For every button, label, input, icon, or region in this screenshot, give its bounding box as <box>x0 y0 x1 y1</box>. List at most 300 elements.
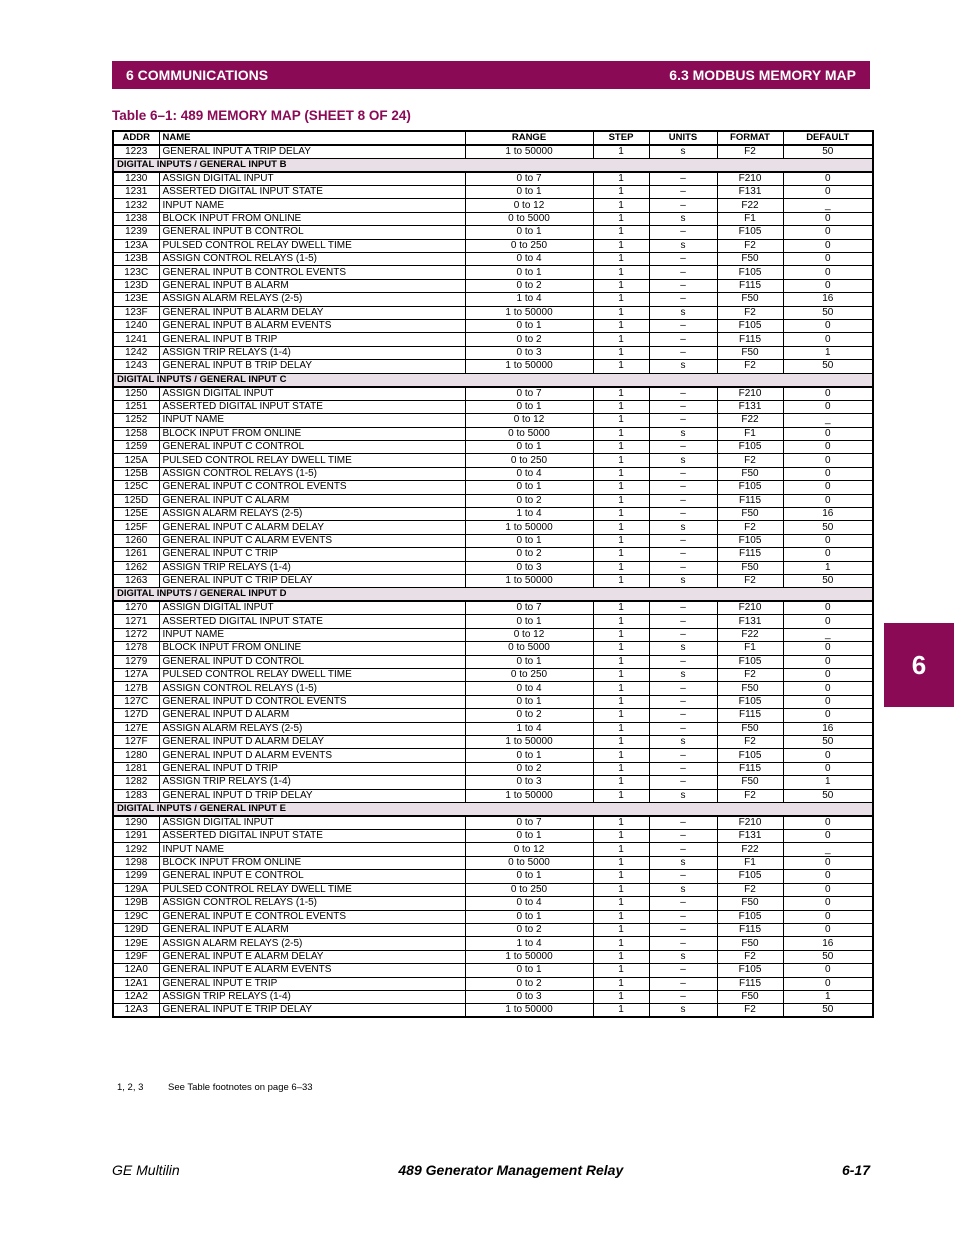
cell-default: 0 <box>783 910 873 923</box>
table-row <box>113 320 873 333</box>
cell-range: 1 to 4 <box>465 937 593 950</box>
cell-range: 0 to 1 <box>465 320 593 333</box>
cell-units: – <box>649 266 717 279</box>
cell-format: F115 <box>717 709 783 722</box>
cell-range: 1 to 50000 <box>465 574 593 587</box>
col-header-step: STEP <box>593 131 649 145</box>
cell-step: 1 <box>593 320 649 333</box>
table-row <box>113 762 873 775</box>
cell-units: s <box>649 427 717 440</box>
cell-step: 1 <box>593 655 649 668</box>
cell-format: F105 <box>717 655 783 668</box>
cell-name: GENERAL INPUT D TRIP DELAY <box>159 789 465 802</box>
cell-format: F2 <box>717 306 783 319</box>
cell-step: 1 <box>593 467 649 480</box>
cell-default: 1 <box>783 990 873 1003</box>
cell-step: 1 <box>593 923 649 936</box>
cell-name: GENERAL INPUT D ALARM DELAY <box>159 736 465 749</box>
cell-range: 0 to 1 <box>465 615 593 628</box>
cell-addr: 1232 <box>113 199 159 212</box>
footnote-text: See Table footnotes on page 6–33 <box>168 1082 313 1093</box>
cell-name: GENERAL INPUT B TRIP DELAY <box>159 360 465 373</box>
cell-step: 1 <box>593 521 649 534</box>
cell-units: – <box>649 937 717 950</box>
cell-format: F50 <box>717 990 783 1003</box>
cell-default: 0 <box>783 253 873 266</box>
cell-range: 1 to 50000 <box>465 950 593 963</box>
cell-step: 1 <box>593 856 649 869</box>
cell-units: – <box>649 279 717 292</box>
table-title: Table 6–1: 489 MEMORY MAP (SHEET 8 OF 24) <box>112 108 411 123</box>
cell-units: s <box>649 306 717 319</box>
cell-format: F115 <box>717 279 783 292</box>
cell-addr: 1292 <box>113 843 159 856</box>
cell-range: 0 to 2 <box>465 494 593 507</box>
cell-units: – <box>649 172 717 186</box>
cell-units: – <box>649 320 717 333</box>
cell-name: INPUT NAME <box>159 843 465 856</box>
cell-step: 1 <box>593 279 649 292</box>
cell-step: 1 <box>593 212 649 225</box>
cell-step: 1 <box>593 360 649 373</box>
cell-units: – <box>649 897 717 910</box>
cell-format: F50 <box>717 293 783 306</box>
cell-addr: 1230 <box>113 172 159 186</box>
cell-addr: 1251 <box>113 400 159 413</box>
table-row <box>113 534 873 547</box>
cell-format: F131 <box>717 400 783 413</box>
table-row <box>113 454 873 467</box>
cell-default: 0 <box>783 494 873 507</box>
cell-step: 1 <box>593 293 649 306</box>
cell-format: F115 <box>717 548 783 561</box>
cell-units: – <box>649 494 717 507</box>
cell-format: F2 <box>717 145 783 159</box>
cell-units: – <box>649 346 717 359</box>
table-row <box>113 440 873 453</box>
cell-name: GENERAL INPUT E TRIP <box>159 977 465 990</box>
cell-format: F50 <box>717 253 783 266</box>
cell-default: 16 <box>783 722 873 735</box>
cell-addr: 127D <box>113 709 159 722</box>
cell-name: GENERAL INPUT E ALARM <box>159 923 465 936</box>
cell-format: F105 <box>717 964 783 977</box>
table-row <box>113 923 873 936</box>
cell-format: F2 <box>717 239 783 252</box>
cell-step: 1 <box>593 601 649 615</box>
cell-step: 1 <box>593 387 649 401</box>
cell-addr: 1223 <box>113 145 159 159</box>
cell-step: 1 <box>593 695 649 708</box>
cell-range: 0 to 5000 <box>465 427 593 440</box>
cell-units: – <box>649 709 717 722</box>
table-row <box>113 561 873 574</box>
cell-units: s <box>649 856 717 869</box>
cell-range: 0 to 12 <box>465 628 593 641</box>
cell-range: 1 to 4 <box>465 293 593 306</box>
cell-name: ASSIGN TRIP RELAYS (1-4) <box>159 776 465 789</box>
cell-format: F2 <box>717 360 783 373</box>
table-row <box>113 226 873 239</box>
cell-units: – <box>649 870 717 883</box>
cell-units: – <box>649 990 717 1003</box>
cell-range: 0 to 3 <box>465 561 593 574</box>
cell-format: F2 <box>717 454 783 467</box>
cell-name: ASSIGN ALARM RELAYS (2-5) <box>159 507 465 520</box>
cell-range: 0 to 1 <box>465 186 593 199</box>
cell-units: – <box>649 199 717 212</box>
cell-name: ASSIGN TRIP RELAYS (1-4) <box>159 990 465 1003</box>
table-row <box>113 481 873 494</box>
cell-addr: 127E <box>113 722 159 735</box>
cell-step: 1 <box>593 253 649 266</box>
cell-addr: 129C <box>113 910 159 923</box>
cell-format: F2 <box>717 883 783 896</box>
table-row <box>113 306 873 319</box>
cell-step: 1 <box>593 830 649 843</box>
cell-units: s <box>649 789 717 802</box>
cell-default: 0 <box>783 454 873 467</box>
cell-step: 1 <box>593 642 649 655</box>
cell-step: 1 <box>593 186 649 199</box>
cell-name: GENERAL INPUT D CONTROL <box>159 655 465 668</box>
cell-format: F2 <box>717 1004 783 1018</box>
table-row <box>113 239 873 252</box>
cell-format: F22 <box>717 199 783 212</box>
cell-addr: 123B <box>113 253 159 266</box>
cell-units: – <box>649 400 717 413</box>
cell-step: 1 <box>593 400 649 413</box>
table-row <box>113 414 873 427</box>
cell-addr: 1290 <box>113 816 159 830</box>
cell-addr: 123E <box>113 293 159 306</box>
cell-default: 50 <box>783 521 873 534</box>
cell-name: GENERAL INPUT C TRIP DELAY <box>159 574 465 587</box>
cell-range: 0 to 1 <box>465 481 593 494</box>
cell-units: s <box>649 239 717 252</box>
cell-step: 1 <box>593 306 649 319</box>
cell-addr: 1231 <box>113 186 159 199</box>
cell-step: 1 <box>593 266 649 279</box>
cell-addr: 123F <box>113 306 159 319</box>
cell-default: 0 <box>783 695 873 708</box>
cell-addr: 129E <box>113 937 159 950</box>
table-row <box>113 910 873 923</box>
col-header-format: FORMAT <box>717 131 783 145</box>
cell-step: 1 <box>593 145 649 159</box>
cell-addr: 1291 <box>113 830 159 843</box>
cell-step: 1 <box>593 440 649 453</box>
cell-name: PULSED CONTROL RELAY DWELL TIME <box>159 454 465 467</box>
cell-default: 0 <box>783 816 873 830</box>
table-row <box>113 212 873 225</box>
cell-format: F210 <box>717 601 783 615</box>
cell-step: 1 <box>593 534 649 547</box>
cell-name: PULSED CONTROL RELAY DWELL TIME <box>159 669 465 682</box>
cell-range: 0 to 250 <box>465 669 593 682</box>
cell-name: GENERAL INPUT C CONTROL EVENTS <box>159 481 465 494</box>
cell-units: – <box>649 762 717 775</box>
cell-default: 0 <box>783 333 873 346</box>
cell-name: ASSERTED DIGITAL INPUT STATE <box>159 830 465 843</box>
cell-default: 50 <box>783 360 873 373</box>
cell-step: 1 <box>593 333 649 346</box>
cell-units: – <box>649 293 717 306</box>
cell-range: 0 to 4 <box>465 253 593 266</box>
section-title: DIGITAL INPUTS / GENERAL INPUT B <box>113 159 873 173</box>
cell-addr: 125D <box>113 494 159 507</box>
cell-default: 1 <box>783 776 873 789</box>
cell-range: 0 to 1 <box>465 655 593 668</box>
cell-step: 1 <box>593 722 649 735</box>
table-row <box>113 883 873 896</box>
table-row <box>113 843 873 856</box>
cell-default: 0 <box>783 923 873 936</box>
cell-step: 1 <box>593 964 649 977</box>
cell-name: BLOCK INPUT FROM ONLINE <box>159 856 465 869</box>
cell-name: ASSIGN CONTROL RELAYS (1-5) <box>159 253 465 266</box>
cell-addr: 1243 <box>113 360 159 373</box>
cell-units: – <box>649 481 717 494</box>
cell-range: 1 to 50000 <box>465 1004 593 1018</box>
cell-units: s <box>649 360 717 373</box>
cell-step: 1 <box>593 870 649 883</box>
cell-units: – <box>649 333 717 346</box>
cell-name: ASSIGN DIGITAL INPUT <box>159 172 465 186</box>
cell-addr: 12A1 <box>113 977 159 990</box>
cell-format: F22 <box>717 414 783 427</box>
cell-addr: 12A2 <box>113 990 159 1003</box>
cell-addr: 1278 <box>113 642 159 655</box>
cell-units: – <box>649 226 717 239</box>
section-title: DIGITAL INPUTS / GENERAL INPUT E <box>113 803 873 817</box>
cell-step: 1 <box>593 414 649 427</box>
cell-name: ASSIGN DIGITAL INPUT <box>159 816 465 830</box>
cell-range: 0 to 1 <box>465 266 593 279</box>
table-row <box>113 964 873 977</box>
cell-name: PULSED CONTROL RELAY DWELL TIME <box>159 239 465 252</box>
cell-step: 1 <box>593 910 649 923</box>
section-label: 6.3 MODBUS MEMORY MAP <box>669 67 856 83</box>
cell-format: F105 <box>717 266 783 279</box>
cell-addr: 1280 <box>113 749 159 762</box>
table-row <box>113 897 873 910</box>
cell-default: 0 <box>783 964 873 977</box>
table-row <box>113 574 873 587</box>
cell-addr: 1240 <box>113 320 159 333</box>
cell-name: ASSIGN CONTROL RELAYS (1-5) <box>159 897 465 910</box>
cell-range: 0 to 250 <box>465 454 593 467</box>
cell-units: – <box>649 548 717 561</box>
cell-addr: 1250 <box>113 387 159 401</box>
table-row <box>113 266 873 279</box>
cell-step: 1 <box>593 897 649 910</box>
table-row <box>113 990 873 1003</box>
cell-name: GENERAL INPUT D ALARM EVENTS <box>159 749 465 762</box>
cell-units: – <box>649 776 717 789</box>
cell-name: BLOCK INPUT FROM ONLINE <box>159 427 465 440</box>
cell-addr: 1258 <box>113 427 159 440</box>
cell-default: 16 <box>783 293 873 306</box>
cell-step: 1 <box>593 816 649 830</box>
table-row <box>113 427 873 440</box>
cell-units: – <box>649 615 717 628</box>
cell-name: GENERAL INPUT E ALARM EVENTS <box>159 964 465 977</box>
cell-default: 50 <box>783 574 873 587</box>
section-row <box>113 373 873 387</box>
cell-format: F210 <box>717 172 783 186</box>
cell-addr: 1270 <box>113 601 159 615</box>
table-footnote <box>117 1082 313 1093</box>
cell-step: 1 <box>593 843 649 856</box>
cell-range: 0 to 7 <box>465 601 593 615</box>
chapter-tab: 6 <box>884 623 954 707</box>
cell-step: 1 <box>593 628 649 641</box>
cell-default: 0 <box>783 226 873 239</box>
table-row <box>113 360 873 373</box>
cell-step: 1 <box>593 977 649 990</box>
cell-range: 0 to 7 <box>465 387 593 401</box>
cell-name: ASSIGN TRIP RELAYS (1-4) <box>159 561 465 574</box>
cell-default: 0 <box>783 239 873 252</box>
table-row <box>113 467 873 480</box>
table-row <box>113 186 873 199</box>
cell-units: s <box>649 574 717 587</box>
cell-units: s <box>649 669 717 682</box>
cell-format: F50 <box>717 776 783 789</box>
cell-addr: 127C <box>113 695 159 708</box>
cell-format: F50 <box>717 937 783 950</box>
cell-format: F50 <box>717 346 783 359</box>
cell-addr: 1262 <box>113 561 159 574</box>
cell-default: 0 <box>783 320 873 333</box>
cell-addr: 129A <box>113 883 159 896</box>
cell-default: 0 <box>783 669 873 682</box>
col-header-name: NAME <box>159 131 465 145</box>
cell-addr: 1238 <box>113 212 159 225</box>
cell-range: 1 to 50000 <box>465 306 593 319</box>
cell-range: 0 to 1 <box>465 910 593 923</box>
cell-range: 0 to 5000 <box>465 856 593 869</box>
cell-step: 1 <box>593 762 649 775</box>
cell-format: F105 <box>717 870 783 883</box>
cell-addr: 1299 <box>113 870 159 883</box>
cell-name: INPUT NAME <box>159 414 465 427</box>
cell-step: 1 <box>593 709 649 722</box>
cell-range: 0 to 2 <box>465 709 593 722</box>
cell-default: 0 <box>783 709 873 722</box>
table-row <box>113 749 873 762</box>
cell-addr: 129B <box>113 897 159 910</box>
cell-range: 1 to 50000 <box>465 360 593 373</box>
cell-format: F2 <box>717 521 783 534</box>
cell-format: F50 <box>717 467 783 480</box>
cell-addr: 1260 <box>113 534 159 547</box>
cell-default: 0 <box>783 186 873 199</box>
cell-addr: 1282 <box>113 776 159 789</box>
cell-default: 0 <box>783 615 873 628</box>
section-title: DIGITAL INPUTS / GENERAL INPUT C <box>113 373 873 387</box>
cell-units: – <box>649 467 717 480</box>
cell-default: 0 <box>783 387 873 401</box>
cell-default: 0 <box>783 642 873 655</box>
cell-range: 0 to 250 <box>465 883 593 896</box>
cell-format: F105 <box>717 910 783 923</box>
footnote-ref: 1, 2, 3 <box>117 1082 144 1093</box>
cell-format: F115 <box>717 333 783 346</box>
cell-addr: 123D <box>113 279 159 292</box>
cell-default: 16 <box>783 937 873 950</box>
cell-name: GENERAL INPUT B ALARM <box>159 279 465 292</box>
cell-units: – <box>649 601 717 615</box>
cell-step: 1 <box>593 749 649 762</box>
cell-units: s <box>649 736 717 749</box>
cell-format: F105 <box>717 481 783 494</box>
cell-format: F50 <box>717 561 783 574</box>
table-row <box>113 695 873 708</box>
cell-default: 0 <box>783 172 873 186</box>
cell-format: F50 <box>717 897 783 910</box>
cell-default: 0 <box>783 762 873 775</box>
cell-addr: 123A <box>113 239 159 252</box>
table-row <box>113 776 873 789</box>
cell-name: ASSIGN ALARM RELAYS (2-5) <box>159 722 465 735</box>
cell-step: 1 <box>593 239 649 252</box>
cell-units: – <box>649 655 717 668</box>
cell-units: – <box>649 722 717 735</box>
cell-units: – <box>649 749 717 762</box>
cell-name: GENERAL INPUT E TRIP DELAY <box>159 1004 465 1018</box>
cell-default: _ <box>783 628 873 641</box>
cell-units: – <box>649 628 717 641</box>
table-row <box>113 507 873 520</box>
cell-units: – <box>649 964 717 977</box>
cell-name: GENERAL INPUT C TRIP <box>159 548 465 561</box>
cell-step: 1 <box>593 494 649 507</box>
table-row <box>113 615 873 628</box>
table-row <box>113 199 873 212</box>
cell-addr: 1263 <box>113 574 159 587</box>
cell-name: INPUT NAME <box>159 199 465 212</box>
cell-units: s <box>649 454 717 467</box>
cell-addr: 125C <box>113 481 159 494</box>
cell-step: 1 <box>593 574 649 587</box>
cell-format: F1 <box>717 427 783 440</box>
cell-range: 0 to 2 <box>465 923 593 936</box>
cell-units: – <box>649 830 717 843</box>
cell-default: 0 <box>783 427 873 440</box>
cell-name: GENERAL INPUT B ALARM EVENTS <box>159 320 465 333</box>
cell-name: ASSERTED DIGITAL INPUT STATE <box>159 186 465 199</box>
cell-addr: 1272 <box>113 628 159 641</box>
cell-addr: 127A <box>113 669 159 682</box>
cell-format: F115 <box>717 977 783 990</box>
cell-name: ASSIGN ALARM RELAYS (2-5) <box>159 937 465 950</box>
cell-name: ASSERTED DIGITAL INPUT STATE <box>159 615 465 628</box>
cell-range: 0 to 4 <box>465 682 593 695</box>
table-row <box>113 655 873 668</box>
cell-default: 0 <box>783 212 873 225</box>
cell-addr: 1283 <box>113 789 159 802</box>
cell-step: 1 <box>593 346 649 359</box>
cell-name: ASSERTED DIGITAL INPUT STATE <box>159 400 465 413</box>
cell-default: 0 <box>783 749 873 762</box>
table-row <box>113 279 873 292</box>
cell-format: F105 <box>717 320 783 333</box>
cell-range: 0 to 2 <box>465 762 593 775</box>
cell-name: GENERAL INPUT B CONTROL EVENTS <box>159 266 465 279</box>
table-row <box>113 387 873 401</box>
